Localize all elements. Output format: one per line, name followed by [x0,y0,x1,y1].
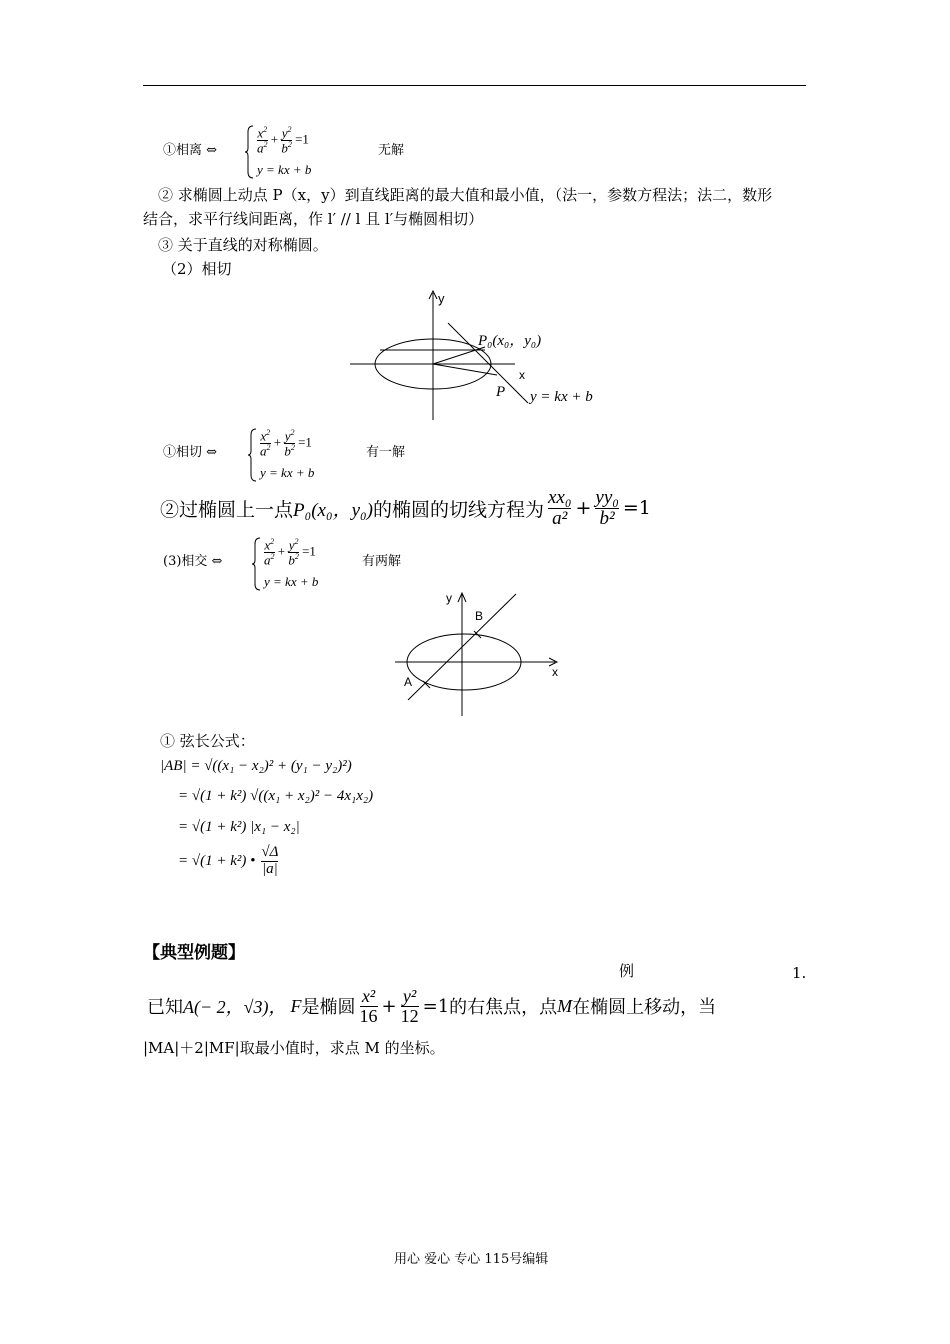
footer: 用心 爱心 专心 115号编辑 [394,1252,549,1267]
point-a-label: A [404,675,413,689]
section-title: 【典型例题】 [143,943,245,963]
header-rule [143,85,806,86]
point-p0-label: P₀(x₀，y₀) [478,333,542,349]
fig1-y-label: y [438,291,445,306]
separate-system: $\frac{x^2}{a^2}$ + $\frac{y^2}{b^2}$ =1 y = kx + b [245,124,365,180]
tangent-line-formula: ②过椭圆上一点 P₀(x₀，y₀) 的椭圆的切线方程为 $\frac{\text{xx₀}}{\text{a²}}$ + $\frac{\text{yy₀}}{\text{b²}}$ =1 [160,487,651,529]
point-p-label: P [496,384,506,400]
example-number: 1. [792,964,807,982]
tangent-figure [340,285,620,425]
example-statement: 已知 A(− 2，√3)， F 是椭圆 $\frac{\text{x²}}{16}$ + $\frac{\text{y²}}{12}$ =1 的右焦点，点 M 在椭圆上移动，当 [147,986,717,1026]
item2-line2: 结合，求平行线间距离，作 l′ // l 且 l′与椭圆相切） [143,210,484,228]
line-equation-label: y = kx + b [530,389,593,405]
item3: ③ 关于直线的对称椭圆。 [158,236,328,254]
chord-line-1: |AB| = √((x₁ − x₂)² + (y₁ − y₂)²) [160,758,352,774]
chord-line-4: = √(1 + k²) • $\frac{√\Delta}{|a|}$ [178,844,279,877]
item2-line1: ② 求椭圆上动点 P（x，y）到直线距离的最大值和最小值，（法一，参数方程法；法二，数形 [158,186,773,204]
tangent-heading: （2）相切 [162,260,232,278]
tangent-label: ①相切 ⇔ [163,445,218,460]
example-line-2: |MA|＋2|MF|取最小值时，求点 M 的坐标。 [143,1039,445,1057]
brace-icon [248,427,258,483]
separate-result: 无解 [378,143,405,158]
tangent-system: $\frac{x^2}{a^2}$ + $\frac{y^2}{b^2}$ =1 y = kx + b [248,427,368,483]
fig1-x-label: x [519,368,525,382]
intersect-label: (3)相交 ⇔ [163,554,223,569]
point-b-label: B [475,609,484,623]
fig2-x-label: x [552,665,558,679]
separate-label: ①相离 ⇔ [163,143,218,158]
intersect-result: 有两解 [362,554,402,569]
brace-icon [245,124,255,180]
tangent-result: 有一解 [366,445,406,460]
intersect-system: $\frac{x^2}{a^2}$ + $\frac{y^2}{b^2}$ =1 y = kx + b [252,536,372,592]
chord-line-2: = √(1 + k²) √((x₁ + x₂)² − 4x₁x₂) [178,788,374,804]
brace-icon [252,536,262,592]
chord-line-3: = √(1 + k²) |x₁ − x₂| [178,819,300,835]
example-label: 例 [619,962,635,980]
fig2-y-label: y [446,591,452,605]
intersect-figure [390,588,570,720]
chord-title: ① 弦长公式： [160,732,255,750]
